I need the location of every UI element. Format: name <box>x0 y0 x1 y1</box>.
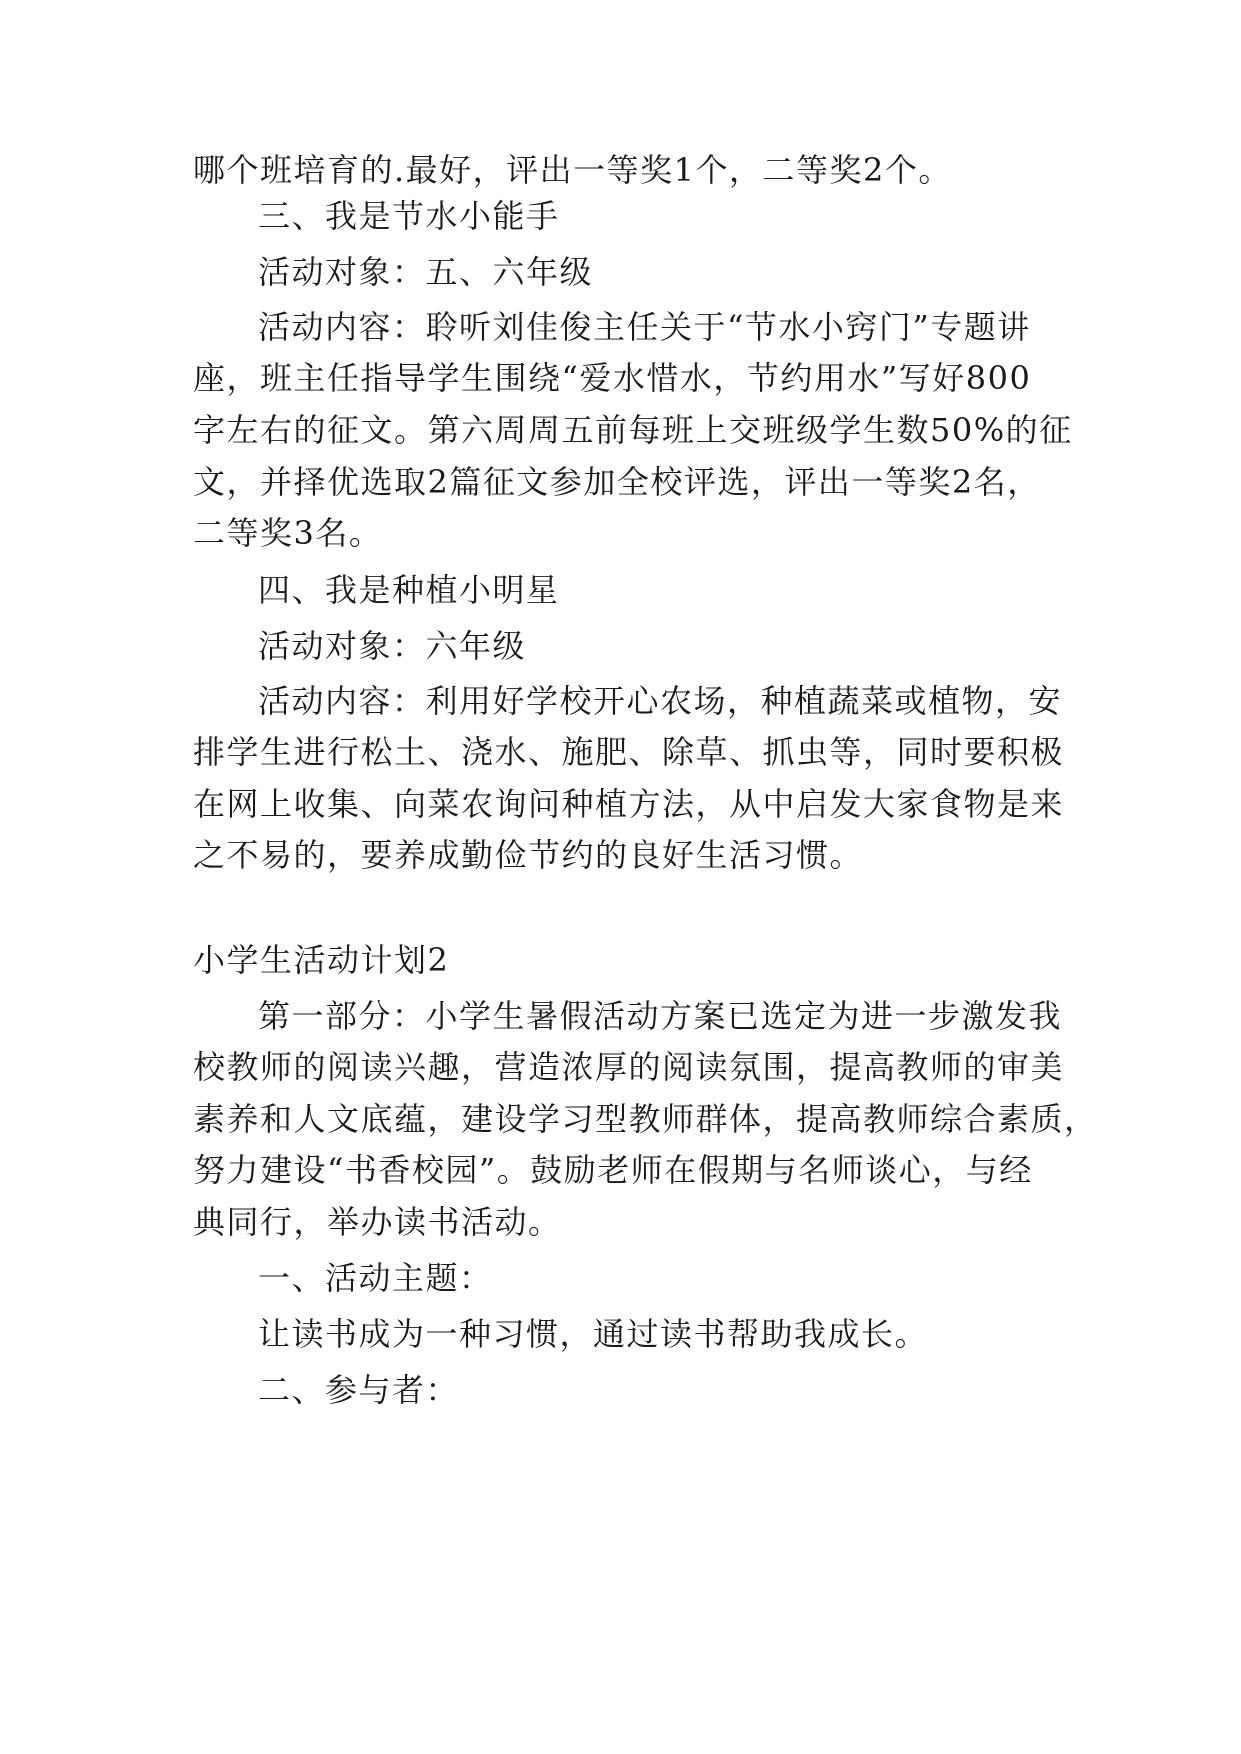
paragraph-line: 活动内容：利用好学校开心农场，种植蔬菜或植物，安 <box>258 682 1063 720</box>
paragraph-line: 活动内容：聆听刘佳俊主任关于“节水小窍门”专题讲 <box>258 308 1031 346</box>
section-heading: 二、参与者： <box>258 1371 460 1409</box>
paragraph-line: 典同行，举办读书活动。 <box>193 1203 562 1241</box>
paragraph-line: 第一部分：小学生暑假活动方案已选定为进一步激发我 <box>258 997 1063 1035</box>
paragraph-line: 座，班主任指导学生围绕“爱水惜水，节约用水”写好800 <box>193 359 1032 397</box>
paragraph-line: 哪个班培育的.最好，评出一等奖1个，二等奖2个。 <box>193 151 952 189</box>
paragraph-line: 文，并择优选取2篇征文参加全校评选，评出一等奖2名， <box>193 463 1041 501</box>
paragraph-line: 校教师的阅读兴趣，营造浓厚的阅读氛围，提高教师的审美 <box>193 1048 1065 1086</box>
section-heading: 四、我是种植小明星 <box>258 571 560 609</box>
paragraph-line: 努力建设“书香校园”。鼓励老师在假期与名师谈心，与经 <box>193 1151 1033 1189</box>
section-heading: 三、我是节水小能手 <box>258 197 560 235</box>
paragraph-line: 让读书成为一种习惯，通过读书帮助我成长。 <box>258 1315 929 1353</box>
document-title: 小学生活动计划2 <box>193 941 450 979</box>
paragraph-line: 二等奖3名。 <box>193 514 383 552</box>
paragraph-line: 字左右的征文。第六周周五前每班上交班级学生数50%的征 <box>193 411 1073 449</box>
paragraph-line: 素养和人文底蕴，建设学习型教师群体，提高教师综合素质， <box>193 1100 1098 1138</box>
paragraph-line: 在网上收集、向菜农询问种植方法，从中启发大家食物是来 <box>193 785 1065 823</box>
paragraph-line: 活动对象：五、六年级 <box>258 253 594 291</box>
paragraph-line: 之不易的，要养成勤俭节约的良好生活习惯。 <box>193 836 864 874</box>
paragraph-line: 排学生进行松土、浇水、施肥、除草、抓虫等，同时要积极 <box>193 733 1065 771</box>
paragraph-line: 活动对象：六年级 <box>258 627 527 665</box>
section-heading: 一、活动主题： <box>258 1259 493 1297</box>
